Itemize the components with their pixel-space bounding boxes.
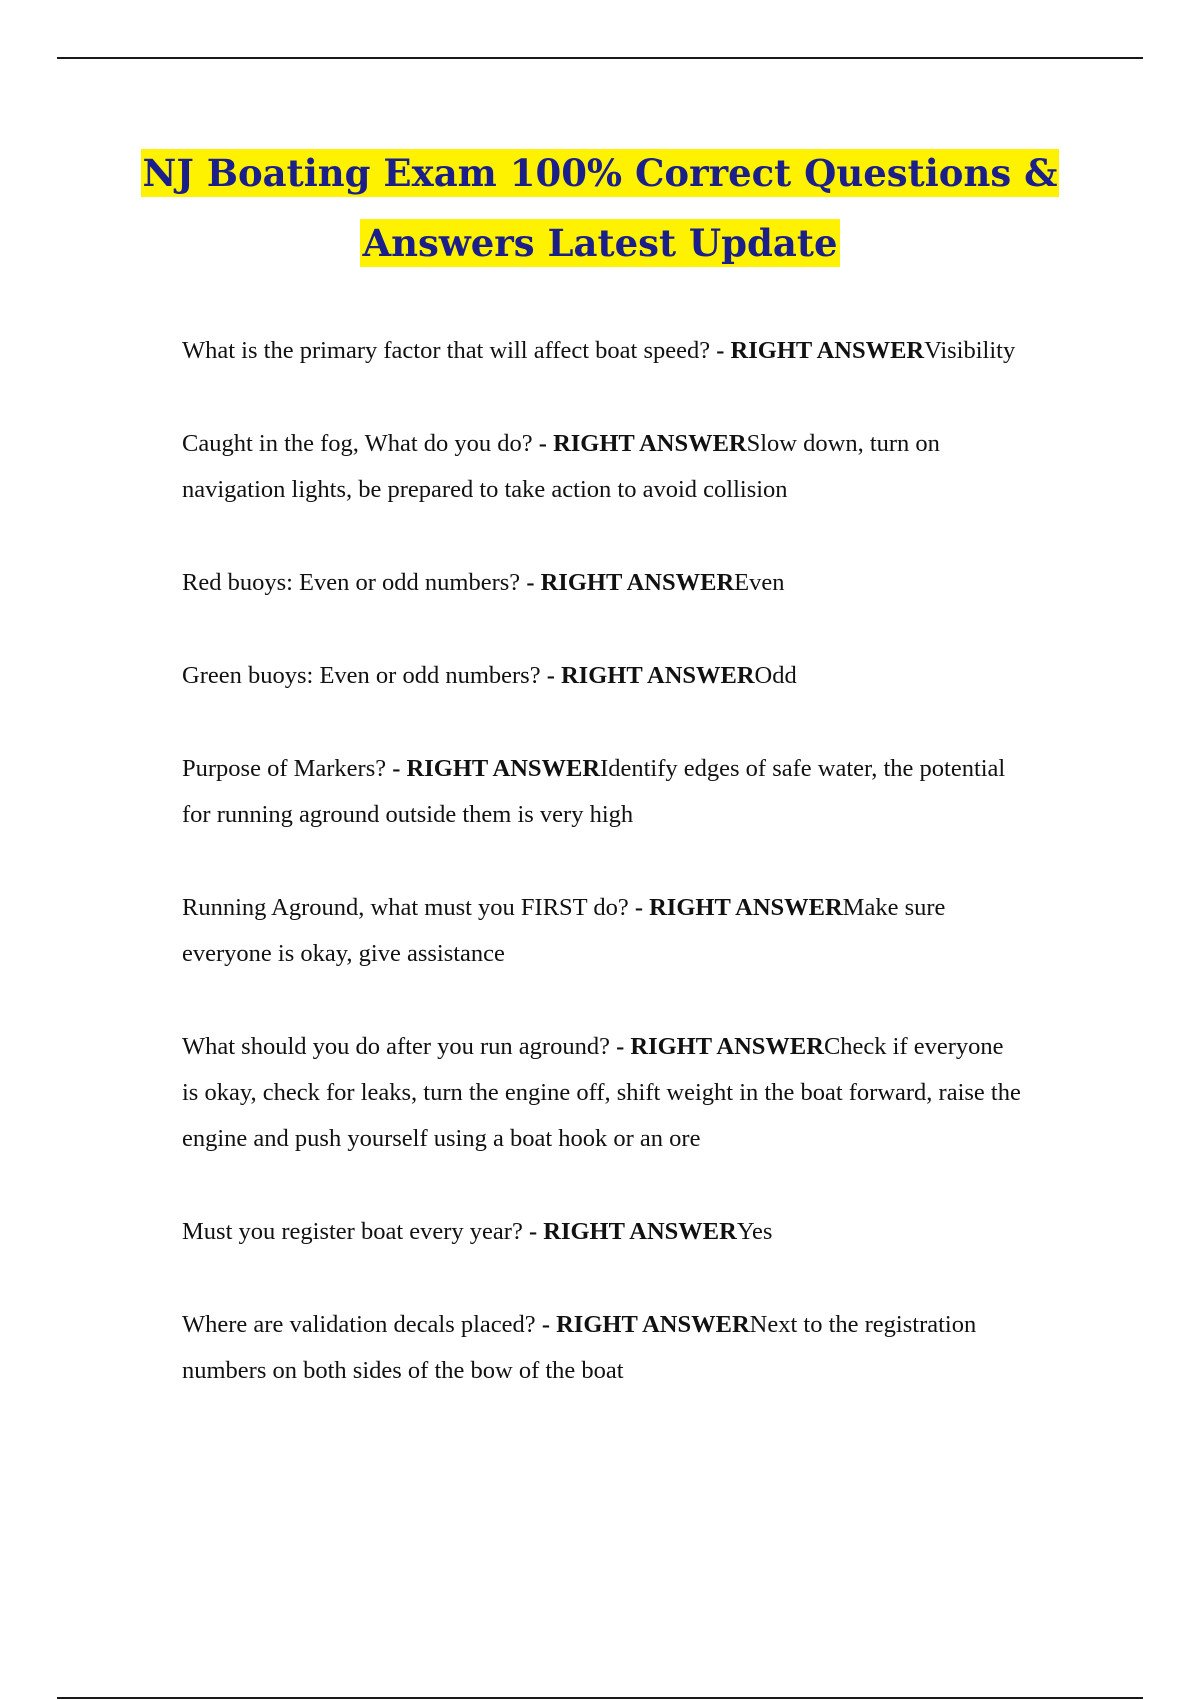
question-text: What should you do after you run aground? — [182, 1033, 610, 1060]
qa-item — [182, 1302, 1022, 1394]
question-text: Must you register boat every year? — [182, 1218, 523, 1245]
qa-item — [182, 746, 1022, 838]
answer-tag: - RIGHT ANSWER — [541, 1311, 750, 1338]
header-rule — [57, 57, 1143, 59]
answer-tag: - RIGHT ANSWER — [546, 662, 755, 689]
question-text: Caught in the fog, What do you do? — [182, 430, 533, 457]
qa-item — [182, 885, 1022, 977]
qa-item — [182, 1024, 1022, 1162]
answer-tag: - RIGHT ANSWER — [392, 755, 601, 782]
answer-text: Odd — [754, 662, 797, 689]
qa-item — [182, 653, 1022, 699]
answer-text: Yes — [736, 1218, 773, 1245]
answer-tag: - RIGHT ANSWER — [634, 894, 843, 921]
qa-item — [182, 1209, 1022, 1255]
question-text: Red buoys: Even or odd numbers? — [182, 569, 521, 596]
qa-item — [182, 560, 1022, 606]
qa-item — [182, 421, 1022, 513]
answer-tag: - RIGHT ANSWER — [616, 1033, 824, 1060]
answer-text: Slow down, turn on navigation lights, be prepared to take action to avoid collision — [182, 430, 940, 503]
qa-list — [182, 328, 1022, 1441]
answer-text: Check if everyone is okay, check for leaks, turn the engine off, shift weight in the boat forward, raise the engine and push yourself using a boat hook or an ore — [182, 1033, 1021, 1152]
answer-text: Even — [734, 569, 785, 596]
answer-text: Next to the registration numbers on both sides of the bow of the boat — [182, 1311, 977, 1384]
answer-tag: - RIGHT ANSWER — [538, 430, 747, 457]
title-line-1: NJ Boating Exam 100% Correct Questions & — [142, 151, 1058, 195]
title-line-2: Answers Latest Update — [362, 221, 838, 265]
answer-tag: - RIGHT ANSWER — [526, 569, 735, 596]
question-text: Purpose of Markers? — [182, 755, 387, 782]
footer-rule — [57, 1697, 1143, 1699]
question-text: Green buoys: Even or odd numbers? — [182, 662, 541, 689]
document-title — [120, 138, 1080, 278]
answer-text: Visibility — [924, 337, 1016, 364]
qa-item — [182, 328, 1022, 374]
question-text: Running Aground, what must you FIRST do? — [182, 894, 629, 921]
answer-text: Make sure everyone is okay, give assistance — [182, 894, 946, 967]
answer-tag: - RIGHT ANSWER — [528, 1218, 737, 1245]
answer-text: Identify edges of safe water, the potential for running aground outside them is very high — [182, 755, 1006, 828]
question-text: Where are validation decals placed? — [182, 1311, 536, 1338]
question-text: What is the primary factor that will affect boat speed? — [182, 337, 711, 364]
answer-tag: - RIGHT ANSWER — [716, 337, 925, 364]
